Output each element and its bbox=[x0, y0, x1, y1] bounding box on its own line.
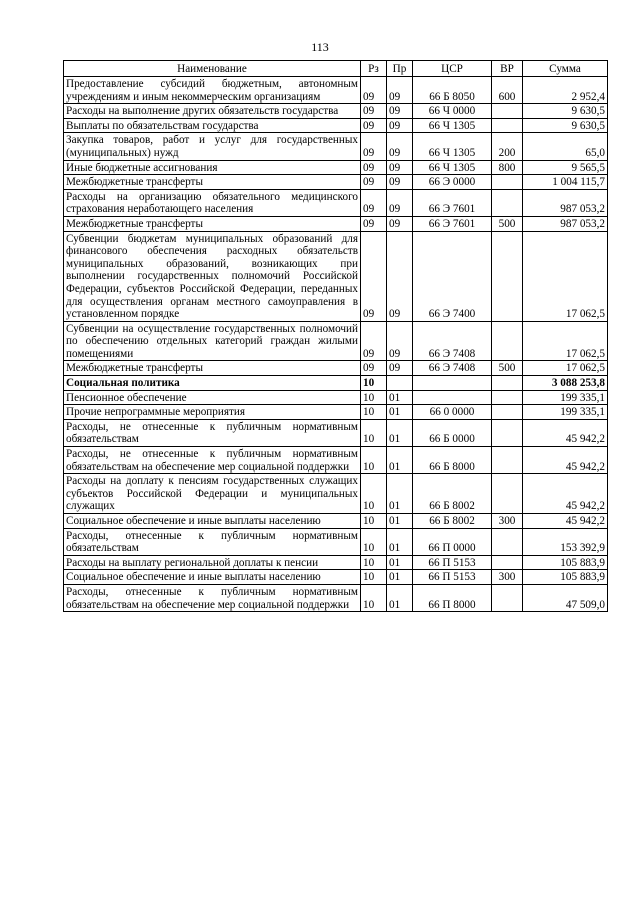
cell-csr: 66 П 5153 bbox=[413, 570, 492, 585]
cell-sum: 1 004 115,7 bbox=[523, 175, 608, 190]
cell-rz: 09 bbox=[361, 189, 387, 216]
header-pr: Пр bbox=[387, 61, 413, 77]
table-row bbox=[64, 321, 608, 361]
table-row bbox=[64, 216, 608, 231]
cell-rz: 10 bbox=[361, 514, 387, 529]
cell-pr: 01 bbox=[387, 419, 413, 446]
cell-sum: 2 952,4 bbox=[523, 77, 608, 104]
table-row bbox=[64, 104, 608, 119]
cell-pr: 09 bbox=[387, 189, 413, 216]
cell-vr bbox=[492, 118, 523, 133]
cell-csr: 66 Ч 1305 bbox=[413, 118, 492, 133]
cell-vr bbox=[492, 321, 523, 361]
cell-sum: 153 392,9 bbox=[523, 528, 608, 555]
cell-csr bbox=[413, 376, 492, 391]
cell-vr: 500 bbox=[492, 216, 523, 231]
cell-rz: 09 bbox=[361, 361, 387, 376]
cell-sum: 17 062,5 bbox=[523, 231, 608, 321]
cell-rz: 10 bbox=[361, 447, 387, 474]
cell-name: Расходы на организацию обязательного медицинского страхования неработающего населения bbox=[64, 189, 361, 216]
cell-rz: 10 bbox=[361, 405, 387, 420]
cell-name: Расходы, не отнесенные к публичным нормативным обязательствам на обеспечение мер социальной поддержки bbox=[64, 447, 361, 474]
cell-name: Прочие непрограммные мероприятия bbox=[64, 405, 361, 420]
header-rz: Рз bbox=[361, 61, 387, 77]
cell-name: Расходы на выплату региональной доплаты к пенсии bbox=[64, 555, 361, 570]
cell-pr: 09 bbox=[387, 361, 413, 376]
header-name: Наименование bbox=[64, 61, 361, 77]
cell-pr: 09 bbox=[387, 321, 413, 361]
cell-rz: 09 bbox=[361, 133, 387, 160]
cell-name: Расходы, отнесенные к публичным нормативным обязательствам bbox=[64, 528, 361, 555]
header-csr: ЦСР bbox=[413, 61, 492, 77]
header-vr: ВР bbox=[492, 61, 523, 77]
cell-pr: 09 bbox=[387, 160, 413, 175]
cell-name: Расходы на доплату к пенсиям государственных служащих субъектов Российской Федерации и муниципальных служащих bbox=[64, 474, 361, 514]
cell-sum: 9 630,5 bbox=[523, 118, 608, 133]
cell-name: Расходы, не отнесенные к публичным нормативным обязательствам bbox=[64, 419, 361, 446]
cell-sum: 45 942,2 bbox=[523, 447, 608, 474]
cell-csr: 66 Э 7601 bbox=[413, 216, 492, 231]
cell-name: Межбюджетные трансферты bbox=[64, 216, 361, 231]
cell-rz: 10 bbox=[361, 474, 387, 514]
cell-vr: 600 bbox=[492, 77, 523, 104]
cell-sum: 45 942,2 bbox=[523, 514, 608, 529]
cell-rz: 09 bbox=[361, 216, 387, 231]
cell-vr bbox=[492, 390, 523, 405]
page-number: 113 bbox=[311, 40, 329, 54]
cell-name: Расходы на выполнение других обязательств государства bbox=[64, 104, 361, 119]
cell-pr: 09 bbox=[387, 118, 413, 133]
cell-rz: 10 bbox=[361, 528, 387, 555]
cell-vr bbox=[492, 175, 523, 190]
cell-sum: 199 335,1 bbox=[523, 390, 608, 405]
cell-pr: 01 bbox=[387, 528, 413, 555]
cell-vr: 800 bbox=[492, 160, 523, 175]
cell-pr: 01 bbox=[387, 570, 413, 585]
table-row bbox=[64, 361, 608, 376]
cell-vr: 300 bbox=[492, 514, 523, 529]
cell-name: Пенсионное обеспечение bbox=[64, 390, 361, 405]
cell-csr: 66 П 0000 bbox=[413, 528, 492, 555]
cell-vr: 200 bbox=[492, 133, 523, 160]
cell-rz: 09 bbox=[361, 104, 387, 119]
cell-name: Социальное обеспечение и иные выплаты населению bbox=[64, 514, 361, 529]
header-sum: Сумма bbox=[523, 61, 608, 77]
cell-sum: 3 088 253,8 bbox=[523, 376, 608, 391]
cell-csr: 66 Ч 1305 bbox=[413, 133, 492, 160]
cell-vr bbox=[492, 474, 523, 514]
table-row bbox=[64, 405, 608, 420]
cell-sum: 199 335,1 bbox=[523, 405, 608, 420]
cell-csr bbox=[413, 390, 492, 405]
cell-sum: 9 565,5 bbox=[523, 160, 608, 175]
cell-csr: 66 Б 8002 bbox=[413, 514, 492, 529]
cell-pr: 01 bbox=[387, 405, 413, 420]
cell-sum: 105 883,9 bbox=[523, 555, 608, 570]
cell-vr bbox=[492, 528, 523, 555]
cell-sum: 987 053,2 bbox=[523, 189, 608, 216]
table-body bbox=[64, 77, 608, 612]
cell-csr: 66 Э 7601 bbox=[413, 189, 492, 216]
cell-vr bbox=[492, 405, 523, 420]
cell-vr bbox=[492, 555, 523, 570]
cell-csr: 66 П 5153 bbox=[413, 555, 492, 570]
cell-csr: 66 Э 7400 bbox=[413, 231, 492, 321]
cell-csr: 66 Э 7408 bbox=[413, 321, 492, 361]
table-row bbox=[64, 570, 608, 585]
cell-rz: 10 bbox=[361, 390, 387, 405]
cell-name: Выплаты по обязательствам государства bbox=[64, 118, 361, 133]
cell-vr bbox=[492, 376, 523, 391]
table-row bbox=[64, 133, 608, 160]
budget-table bbox=[63, 60, 608, 612]
cell-rz: 09 bbox=[361, 231, 387, 321]
cell-pr bbox=[387, 376, 413, 391]
cell-csr: 66 Б 8000 bbox=[413, 447, 492, 474]
cell-sum: 45 942,2 bbox=[523, 474, 608, 514]
table-row bbox=[64, 514, 608, 529]
cell-vr: 500 bbox=[492, 361, 523, 376]
table-row bbox=[64, 447, 608, 474]
cell-sum: 45 942,2 bbox=[523, 419, 608, 446]
cell-rz: 10 bbox=[361, 570, 387, 585]
cell-csr: 66 Ч 0000 bbox=[413, 104, 492, 119]
cell-name: Социальная политика bbox=[64, 376, 361, 391]
cell-vr bbox=[492, 447, 523, 474]
cell-vr bbox=[492, 189, 523, 216]
cell-pr: 09 bbox=[387, 104, 413, 119]
cell-pr: 01 bbox=[387, 390, 413, 405]
cell-pr: 01 bbox=[387, 514, 413, 529]
cell-sum: 987 053,2 bbox=[523, 216, 608, 231]
table-row bbox=[64, 376, 608, 391]
table-row bbox=[64, 189, 608, 216]
cell-name: Иные бюджетные ассигнования bbox=[64, 160, 361, 175]
cell-name: Предоставление субсидий бюджетным, автономным учреждениям и иным некоммерческим организациям bbox=[64, 77, 361, 104]
cell-pr: 09 bbox=[387, 231, 413, 321]
table-row bbox=[64, 231, 608, 321]
cell-csr: 66 Б 8050 bbox=[413, 77, 492, 104]
cell-name: Закупка товаров, работ и услуг для государственных (муниципальных) нужд bbox=[64, 133, 361, 160]
cell-name: Субвенции бюджетам муниципальных образований для финансового обеспечения расходных обязательств муниципальных образований, возникающих при выполнении государственных полномочий Российской Федерации, субъектов Российской Федерации, переданных для осуществления органам местного самоуправления в установленном порядке bbox=[64, 231, 361, 321]
cell-rz: 10 bbox=[361, 419, 387, 446]
table-row bbox=[64, 77, 608, 104]
table-row bbox=[64, 528, 608, 555]
cell-csr: 66 Э 7408 bbox=[413, 361, 492, 376]
cell-sum: 47 509,0 bbox=[523, 584, 608, 611]
table-header-row bbox=[64, 61, 608, 77]
table-row bbox=[64, 555, 608, 570]
cell-pr: 09 bbox=[387, 133, 413, 160]
cell-pr: 01 bbox=[387, 474, 413, 514]
cell-pr: 01 bbox=[387, 584, 413, 611]
cell-name: Межбюджетные трансферты bbox=[64, 175, 361, 190]
cell-rz: 09 bbox=[361, 77, 387, 104]
cell-vr bbox=[492, 584, 523, 611]
cell-sum: 17 062,5 bbox=[523, 361, 608, 376]
cell-csr: 66 Б 0000 bbox=[413, 419, 492, 446]
table-row bbox=[64, 390, 608, 405]
cell-vr bbox=[492, 419, 523, 446]
cell-rz: 09 bbox=[361, 175, 387, 190]
cell-name: Субвенции на осуществление государственных полномочий по обеспечению отдельных категорий граждан жилыми помещениями bbox=[64, 321, 361, 361]
cell-vr bbox=[492, 104, 523, 119]
table-row bbox=[64, 584, 608, 611]
cell-pr: 09 bbox=[387, 216, 413, 231]
cell-name: Расходы, отнесенные к публичным нормативным обязательствам на обеспечение мер социальной поддержки bbox=[64, 584, 361, 611]
cell-csr: 66 Б 8002 bbox=[413, 474, 492, 514]
table-row bbox=[64, 474, 608, 514]
table-row bbox=[64, 419, 608, 446]
cell-vr bbox=[492, 231, 523, 321]
cell-csr: 66 0 0000 bbox=[413, 405, 492, 420]
cell-rz: 09 bbox=[361, 160, 387, 175]
cell-rz: 09 bbox=[361, 321, 387, 361]
cell-sum: 65,0 bbox=[523, 133, 608, 160]
cell-pr: 01 bbox=[387, 555, 413, 570]
cell-sum: 105 883,9 bbox=[523, 570, 608, 585]
table-row bbox=[64, 160, 608, 175]
cell-csr: 66 П 8000 bbox=[413, 584, 492, 611]
cell-name: Социальное обеспечение и иные выплаты населению bbox=[64, 570, 361, 585]
table-row bbox=[64, 175, 608, 190]
cell-pr: 01 bbox=[387, 447, 413, 474]
cell-pr: 09 bbox=[387, 77, 413, 104]
cell-rz: 10 bbox=[361, 555, 387, 570]
cell-pr: 09 bbox=[387, 175, 413, 190]
table-row bbox=[64, 118, 608, 133]
cell-rz: 10 bbox=[361, 584, 387, 611]
cell-sum: 9 630,5 bbox=[523, 104, 608, 119]
cell-rz: 10 bbox=[361, 376, 387, 391]
cell-csr: 66 Э 0000 bbox=[413, 175, 492, 190]
cell-vr: 300 bbox=[492, 570, 523, 585]
cell-csr: 66 Ч 1305 bbox=[413, 160, 492, 175]
cell-rz: 09 bbox=[361, 118, 387, 133]
cell-name: Межбюджетные трансферты bbox=[64, 361, 361, 376]
cell-sum: 17 062,5 bbox=[523, 321, 608, 361]
